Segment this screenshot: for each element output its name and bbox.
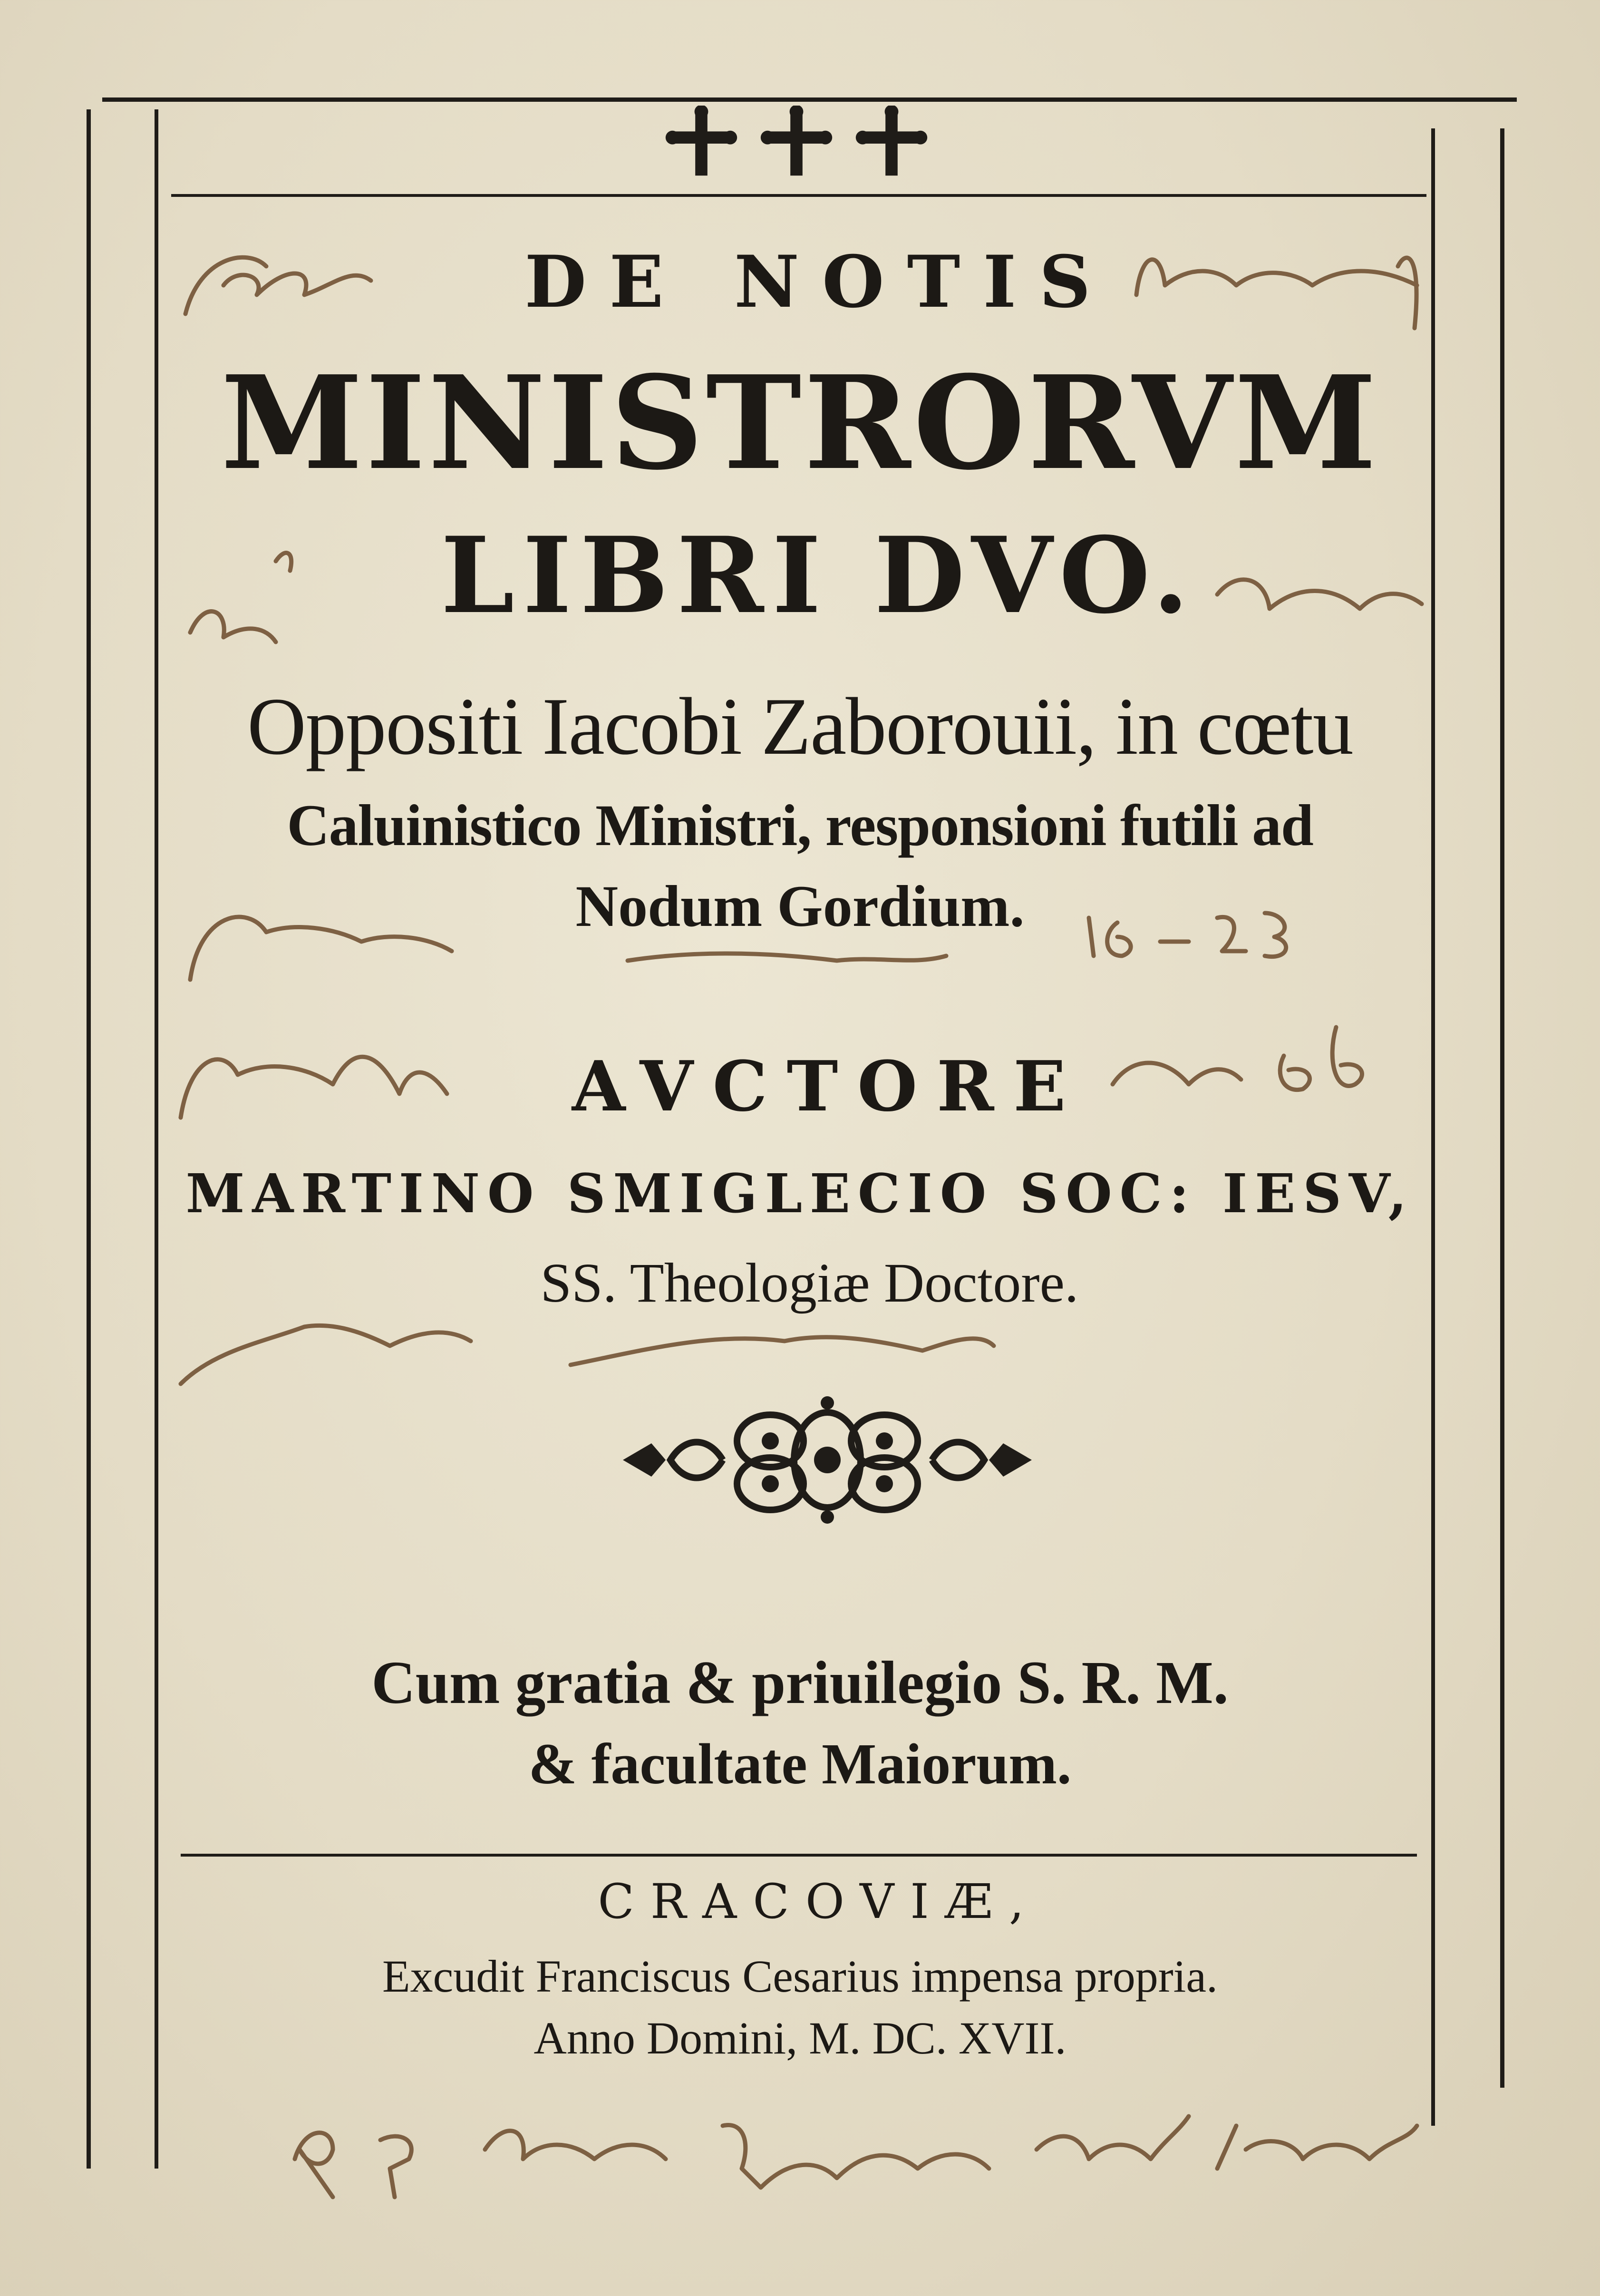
subtitle-line-2: Caluinistico Ministri, responsioni futili ad [287,793,1313,858]
title-line-3: LIBRI DVO. [441,514,1197,637]
imprint-city: CRACOVIÆ, [598,1874,1040,1929]
author-label: AVCTORE [572,1046,1086,1127]
rule-under-ornament [171,194,1426,197]
imprint-year: Anno Domini, M. DC. XVII. [533,2013,1067,2063]
author-name: MARTINO SMIGLECIO SOC: IESV, [185,1163,1415,1225]
subtitle-line-1: Oppositi Iacobi Zaborouii, in cœtu [247,681,1353,772]
cross-icon [758,106,834,182]
privilege-line-1: Cum gratia & priuilegio S. R. M. [371,1649,1229,1716]
title-line-1: DE NOTIS [524,240,1114,324]
floral-vignette [613,1389,1041,1531]
cross-icon [663,106,739,182]
author-title: SS. Theologiæ Doctore. [540,1252,1079,1314]
privilege-line-2: & facultate Maiorum. [528,1732,1072,1796]
subtitle-line-3: Nodum Gordium. [575,874,1025,939]
rule-above-imprint [181,1854,1417,1857]
cross-icon [853,106,930,182]
title-line-2: MINISTRORVM [221,347,1379,498]
imprint-printer: Excudit Franciscus Cesarius impensa propria. [382,1951,1218,2002]
frame-outer-top [102,97,1517,102]
